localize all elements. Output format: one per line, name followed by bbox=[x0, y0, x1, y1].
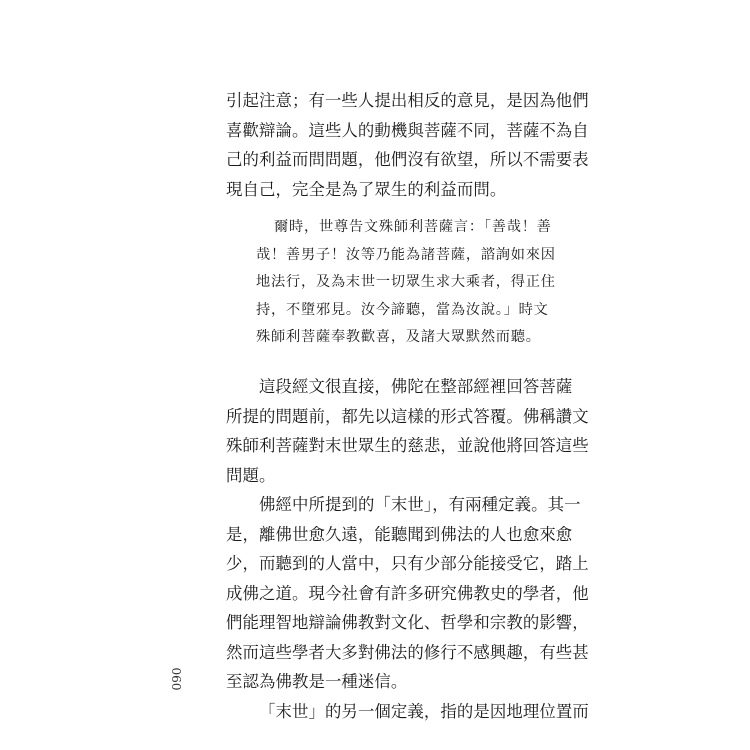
page-number: 060 bbox=[169, 667, 183, 691]
text-line: 問題。 bbox=[226, 465, 276, 485]
text-line: 然而這些學者大多對佛法的修行不感興趣，有些甚 bbox=[226, 642, 589, 662]
paragraph-1 bbox=[226, 86, 589, 204]
text-line: 殊師利菩薩對末世眾生的慈悲，並說他將回答這些 bbox=[226, 436, 589, 455]
paragraph-4 bbox=[226, 697, 589, 727]
text-line: 少，而聽到的人當中，只有少部分能接受它，踏上 bbox=[226, 554, 589, 573]
text-line: 至認為佛教是一種迷信。 bbox=[226, 672, 408, 691]
text-line: 「末世」的另一個定義，指的是因地理位置而 bbox=[259, 702, 589, 721]
paragraph-2 bbox=[226, 372, 589, 490]
text-line: 是，離佛世愈久遠，能聽聞到佛法的人也愈來愈 bbox=[226, 524, 573, 544]
quote-line: 爾時，世尊告文殊師利菩薩言：「善哉！善 bbox=[274, 219, 552, 235]
text-line: 佛經中所提到的「末世」，有兩種定義。其一 bbox=[259, 495, 581, 514]
text-line: 現自己，完全是為了眾生的利益而問。 bbox=[226, 179, 507, 199]
text-line: 己的利益而問問題，他們沒有欲望，所以不需要表 bbox=[226, 150, 589, 169]
quote-line: 殊師利菩薩奉教歡喜，及諸大眾默然而聽。 bbox=[256, 329, 541, 345]
quote-line: 哉！善男子！汝等乃能為諸菩薩，諮詢如來因 bbox=[256, 246, 556, 263]
text-line: 喜歡辯論。這些人的動機與菩薩不同，菩薩不為自 bbox=[226, 120, 589, 140]
text-line: 這段經文很直接，佛陀在整部經裡回答菩薩 bbox=[259, 377, 573, 396]
text-line: 引起注意；有一些人提出相反的意見，是因為他們 bbox=[226, 91, 589, 110]
quote-line: 地法行，及為末世一切眾生求大乘者，得正住 bbox=[256, 274, 556, 290]
sutra-quote bbox=[226, 214, 566, 352]
quote-line: 持，不墮邪見。汝今諦聽，當為汝說。」時文 bbox=[256, 301, 549, 318]
text-line: 成佛之道。現今社會有許多研究佛教史的學者，他 bbox=[226, 583, 589, 603]
text-line: 所提的問題前，都先以這樣的形式答覆。佛稱讚文 bbox=[226, 406, 589, 426]
paragraph-3 bbox=[226, 490, 589, 697]
text-line: 們能理智地辯論佛教對文化、哲學和宗教的影響， bbox=[226, 613, 589, 632]
